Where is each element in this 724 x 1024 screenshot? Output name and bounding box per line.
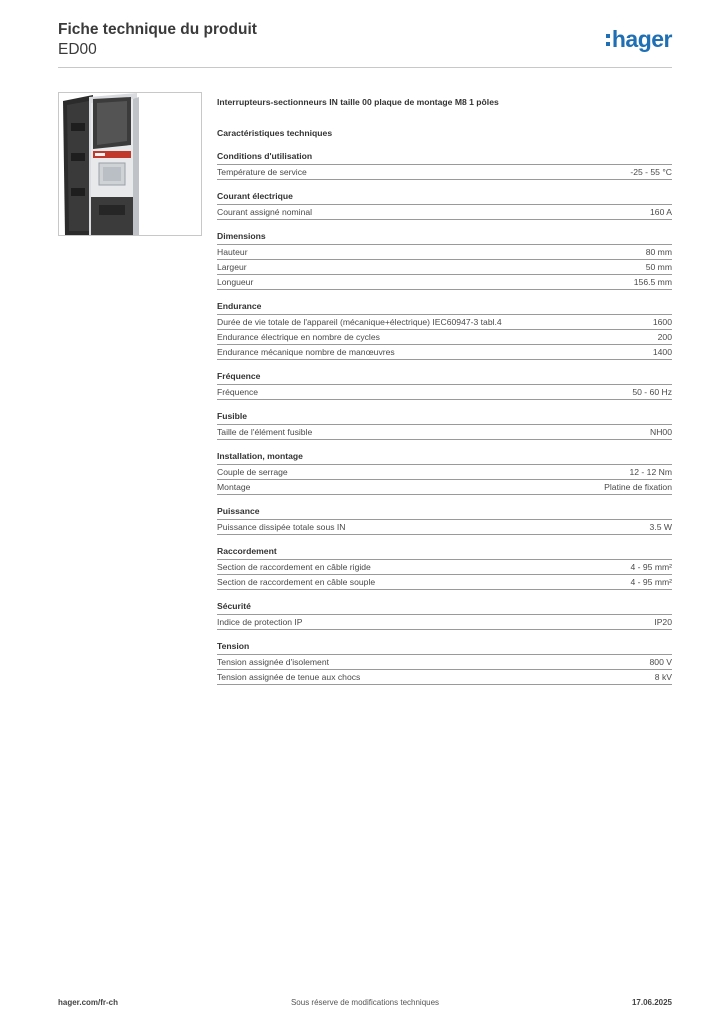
spec-group-title: Endurance (217, 300, 672, 315)
spec-value: 160 A (650, 207, 672, 217)
spec-group-title: Raccordement (217, 545, 672, 560)
spec-row (217, 520, 672, 535)
spec-label: Couple de serrage (217, 467, 288, 477)
spec-row (217, 330, 672, 345)
spec-value: 1400 (652, 347, 672, 357)
spec-value: NH00 (650, 427, 672, 437)
spec-label: Montage (217, 482, 251, 492)
spec-label: Taille de l'élément fusible (217, 427, 313, 437)
spec-label: Courant assigné nominal (217, 207, 313, 217)
spec-group-title: Conditions d'utilisation (217, 150, 672, 165)
header-divider (58, 67, 672, 68)
spec-label: Longueur (217, 277, 254, 287)
spec-group (217, 190, 672, 220)
spec-value: 8 kV (654, 672, 672, 682)
spec-group-title: Fusible (217, 410, 672, 425)
product-name: Interrupteurs-sectionneurs IN taille 00 plaque de montage M8 1 pôles (217, 97, 499, 107)
spec-value: 156.5 mm (633, 277, 672, 287)
spec-group (217, 300, 672, 360)
spec-group (217, 370, 672, 400)
document-title: Fiche technique du produit (58, 21, 257, 38)
spec-label: Fréquence (217, 387, 259, 397)
spec-value: 200 (657, 332, 672, 342)
product-image (58, 92, 202, 236)
spec-row (217, 615, 672, 630)
spec-row (217, 670, 672, 685)
page-header (58, 20, 672, 60)
product-reference: ED00 (58, 41, 97, 58)
spec-value: Platine de fixation (604, 482, 672, 492)
spec-group (217, 505, 672, 535)
spec-label: Indice de protection IP (217, 617, 303, 627)
hager-logo[interactable] (606, 26, 672, 53)
logo-dots-icon (606, 34, 610, 46)
spec-group (217, 545, 672, 590)
spec-group (217, 600, 672, 630)
spec-group (217, 450, 672, 495)
spec-group-title: Installation, montage (217, 450, 672, 465)
footer-date: 17.06.2025 (631, 998, 672, 1007)
spec-label: Section de raccordement en câble souple (217, 577, 376, 587)
spec-row (217, 385, 672, 400)
spec-group-title: Puissance (217, 505, 672, 520)
spec-value: 800 V (649, 657, 672, 667)
spec-group-title: Fréquence (217, 370, 672, 385)
spec-label: Largeur (217, 262, 247, 272)
spec-groups (217, 150, 672, 685)
spec-row (217, 165, 672, 180)
spec-value: 3.5 W (649, 522, 672, 532)
spec-group (217, 410, 672, 440)
spec-group-title: Tension (217, 640, 672, 655)
spec-label: Hauteur (217, 247, 248, 257)
spec-group-title: Dimensions (217, 230, 672, 245)
spec-label: Tension assignée d'isolement (217, 657, 329, 667)
spec-row (217, 245, 672, 260)
fuse-switch-disconnector-icon (59, 93, 201, 235)
spec-row (217, 575, 672, 590)
spec-label: Puissance dissipée totale sous IN (217, 522, 346, 532)
spec-value: IP20 (654, 617, 672, 627)
spec-row (217, 205, 672, 220)
spec-row (217, 275, 672, 290)
spec-label: Durée de vie totale de l'appareil (mécanique+électrique) IEC60947-3 tabl.4 (217, 317, 502, 327)
product-details (217, 96, 672, 695)
spec-row (217, 465, 672, 480)
spec-value: 4 - 95 mm² (630, 577, 672, 587)
spec-label: Endurance mécanique nombre de manœuvres (217, 347, 395, 357)
footer-notice: Sous réserve de modifications techniques (290, 998, 440, 1007)
spec-value: 1600 (652, 317, 672, 327)
spec-row (217, 480, 672, 495)
footer-website-link[interactable]: hager.com/fr-ch (58, 998, 119, 1007)
spec-row (217, 260, 672, 275)
spec-group (217, 230, 672, 290)
spec-label: Température de service (217, 167, 307, 177)
spec-group-title: Courant électrique (217, 190, 672, 205)
spec-group-title: Sécurité (217, 600, 672, 615)
specs-heading: Caractéristiques techniques (217, 128, 333, 138)
logo-text: hager (611, 26, 672, 52)
spec-value: 50 - 60 Hz (632, 387, 672, 397)
spec-label: Endurance électrique en nombre de cycles (217, 332, 380, 342)
spec-value: 4 - 95 mm² (630, 562, 672, 572)
spec-row (217, 425, 672, 440)
spec-row (217, 655, 672, 670)
spec-label: Tension assignée de tenue aux chocs (217, 672, 361, 682)
spec-value: -25 - 55 °C (630, 167, 672, 177)
spec-row (217, 315, 672, 330)
spec-value: 80 mm (645, 247, 672, 257)
spec-label: Section de raccordement en câble rigide (217, 562, 371, 572)
spec-value: 12 - 12 Nm (629, 467, 672, 477)
spec-row (217, 345, 672, 360)
spec-group (217, 640, 672, 685)
spec-row (217, 560, 672, 575)
spec-value: 50 mm (645, 262, 672, 272)
spec-group (217, 150, 672, 180)
